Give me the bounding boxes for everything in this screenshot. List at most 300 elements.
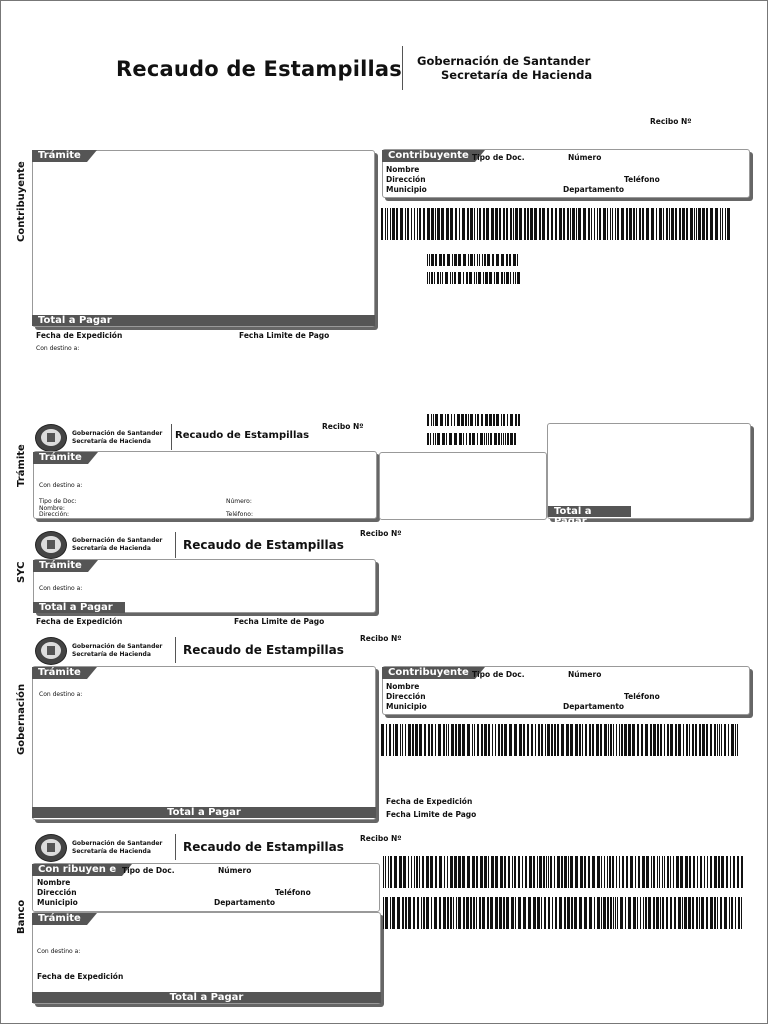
barcode-bar — [477, 208, 478, 240]
side-label-banco: Banco — [16, 899, 27, 934]
barcode-bar — [447, 414, 449, 426]
seal-icon — [35, 531, 67, 559]
barcode-bar — [447, 254, 450, 266]
barcode-bar — [463, 897, 465, 929]
tipo-doc: Tipo de Doc. — [472, 153, 525, 162]
total-bar — [32, 992, 381, 1003]
barcode-bar — [503, 433, 504, 445]
barcode-bar — [651, 208, 654, 240]
tramite-tab: Trámite — [32, 913, 87, 925]
barcode-bar — [496, 414, 499, 426]
barcode-bar — [539, 208, 541, 240]
barcode-bar — [676, 856, 679, 888]
side-label-tramite: Trámite — [16, 444, 27, 487]
barcode-bar — [419, 856, 420, 888]
barcode-bar — [447, 856, 448, 888]
barcode-bar — [424, 724, 426, 756]
barcode-bar — [645, 724, 648, 756]
barcode-bar — [435, 856, 437, 888]
barcode-bar — [657, 724, 659, 756]
barcode-bar — [596, 724, 599, 756]
barcode-bar — [454, 254, 457, 266]
barcode-bar — [458, 897, 461, 929]
barcode-bar — [503, 208, 505, 240]
barcode-bar — [670, 724, 673, 756]
barcode-bar — [714, 897, 716, 929]
barcode-bar — [653, 897, 655, 929]
header-divider — [171, 424, 172, 450]
barcode-bar — [405, 208, 406, 240]
barcode-bar — [479, 208, 481, 240]
barcode-bar — [533, 856, 535, 888]
barcode-bar — [430, 433, 431, 445]
total-bar — [548, 506, 631, 527]
barcode-bar — [414, 856, 415, 888]
fecha-expedicion: Fecha de Expedición — [36, 331, 123, 340]
barcode-bar — [635, 856, 636, 888]
barcode-bar — [601, 856, 602, 888]
barcode-bar — [455, 724, 457, 756]
barcode-bar — [591, 208, 592, 240]
barcode-bar — [509, 724, 512, 756]
barcode-bar — [574, 897, 577, 929]
barcode-bar — [385, 897, 388, 929]
barcode-bar — [660, 724, 662, 756]
tramite-box — [32, 912, 381, 1004]
barcode-bar — [570, 724, 573, 756]
barcode-bar — [405, 724, 406, 756]
barcode-bar — [397, 897, 400, 929]
numero: Número: — [226, 498, 252, 505]
barcode-bar — [610, 897, 612, 929]
barcode-bar — [727, 208, 730, 240]
barcode-bar — [429, 272, 430, 284]
barcode-bar — [646, 856, 649, 888]
barcode-bar — [728, 724, 729, 756]
barcode-bar — [718, 856, 720, 888]
barcode-bar — [626, 208, 628, 240]
barcode-bar — [563, 208, 565, 240]
barcode-bar — [462, 856, 465, 888]
barcode-bar — [467, 724, 470, 756]
barcode-main — [381, 724, 741, 756]
barcode-bar — [548, 897, 550, 929]
barcode-bar — [683, 724, 684, 756]
barcode-bar — [592, 724, 594, 756]
barcode-bar — [594, 897, 595, 929]
barcode-bar — [474, 724, 475, 756]
barcode-bar — [690, 208, 693, 240]
tramite-tab: Trámite — [32, 667, 87, 679]
barcode-bar — [628, 724, 631, 756]
barcode-bar — [385, 208, 386, 240]
barcode-bar — [506, 897, 509, 929]
barcode-bar — [699, 897, 700, 929]
barcode-bar — [454, 414, 455, 426]
barcode-bar — [702, 208, 705, 240]
total-label: Total a Pagar — [554, 506, 592, 527]
barcode-bar — [626, 856, 628, 888]
barcode-bar — [476, 897, 477, 929]
barcode-bar — [692, 897, 694, 929]
barcode-bar — [619, 724, 620, 756]
barcode-bar — [582, 724, 583, 756]
barcode-bar — [695, 724, 697, 756]
total-box — [547, 423, 751, 519]
barcode-bar — [476, 856, 478, 888]
section-title: Recaudo de Estampillas — [183, 840, 344, 854]
barcode-bar — [498, 724, 500, 756]
barcode-bar — [585, 724, 587, 756]
barcode-bar — [388, 856, 389, 888]
barcode-bar — [383, 897, 384, 929]
barcode-bar — [564, 897, 566, 929]
barcode-bar — [510, 414, 513, 426]
barcode-bar — [419, 208, 421, 240]
barcode-bar — [664, 724, 665, 756]
barcode-bar — [514, 433, 516, 445]
barcode-bar — [474, 208, 475, 240]
barcode-bar — [731, 724, 734, 756]
barcode-bar — [537, 897, 540, 929]
recibo-label: Recibo Nº — [650, 117, 692, 126]
barcode-bar — [616, 856, 617, 888]
gov-name: Gobernación de Santander — [417, 54, 591, 68]
barcode-bar — [697, 856, 698, 888]
direccion: Dirección — [37, 888, 77, 897]
barcode-bar — [435, 208, 436, 240]
seal-icon — [35, 637, 67, 665]
barcode-bar — [435, 414, 438, 426]
barcode-bar — [656, 208, 657, 240]
nombre: Nombre — [37, 878, 71, 887]
barcode-bar — [510, 433, 513, 445]
barcode-bar — [588, 208, 590, 240]
barcode-bar — [492, 724, 493, 756]
barcode-bar — [597, 897, 600, 929]
barcode-bar — [637, 724, 639, 756]
barcode-bar — [741, 856, 743, 888]
barcode-bar — [642, 208, 644, 240]
barcode-bar — [692, 724, 694, 756]
barcode-bar — [517, 254, 518, 266]
section-title: Recaudo de Estampillas — [183, 643, 344, 657]
barcode-bar — [663, 208, 664, 240]
barcode-bar — [414, 208, 415, 240]
barcode-bar — [515, 208, 518, 240]
barcode-bar — [615, 897, 616, 929]
barcode-bar — [472, 856, 475, 888]
barcode-bar — [467, 856, 470, 888]
page-title: Recaudo de Estampillas — [116, 57, 402, 81]
contribuyente-tab: Contribuyente — [382, 150, 475, 162]
barcode-bar — [710, 856, 712, 888]
barcode-bar — [600, 724, 602, 756]
barcode-bar — [664, 856, 665, 888]
barcode-bar — [506, 272, 509, 284]
barcode-bar — [547, 208, 549, 240]
barcode-bar — [392, 208, 395, 240]
barcode-bar — [433, 433, 434, 445]
barcode-bar — [408, 724, 411, 756]
barcode-bar — [381, 724, 384, 756]
tramite-tab: Trámite — [33, 560, 88, 572]
barcode-bar — [442, 272, 443, 284]
barcode-bar — [501, 272, 503, 284]
barcode-bar — [439, 856, 442, 888]
barcode-bar — [390, 856, 392, 888]
fecha-limite: Fecha Limite de Pago — [234, 617, 325, 626]
barcode-bar — [461, 414, 464, 426]
gov-dept: Secretaría de Hacienda — [72, 651, 151, 658]
con-destino: Con destino a: — [36, 345, 80, 352]
barcode-bar — [501, 433, 502, 445]
barcode-bar — [645, 897, 647, 929]
barcode-bar — [714, 724, 716, 756]
barcode-bar — [724, 724, 726, 756]
barcode-bar — [624, 724, 627, 756]
barcode-bar — [613, 724, 614, 756]
numero: Número — [218, 866, 252, 875]
barcode-bar — [462, 724, 465, 756]
barcode-bar — [446, 433, 447, 445]
barcode-bar — [529, 856, 532, 888]
barcode-bar — [735, 897, 736, 929]
telefono: Teléfono — [275, 888, 311, 897]
barcode-bar — [466, 272, 468, 284]
barcode-bar — [617, 208, 619, 240]
tramite-tab: Trámite — [33, 452, 88, 464]
barcode-bar — [702, 724, 705, 756]
barcode-bar — [450, 208, 453, 240]
section-title: Recaudo de Estampillas — [175, 430, 310, 441]
barcode-bar — [533, 897, 536, 929]
barcode-bar — [470, 254, 473, 266]
barcode-bar — [501, 724, 503, 756]
barcode-bar — [445, 272, 448, 284]
barcode-bar — [392, 897, 395, 929]
barcode-bar — [408, 856, 409, 888]
municipio: Municipio — [37, 898, 78, 907]
barcode-bar — [501, 414, 502, 426]
barcode-bar — [666, 208, 668, 240]
barcode-bar — [514, 856, 516, 888]
total-label: Total a Pagar — [38, 315, 112, 326]
barcode-bar — [419, 724, 422, 756]
barcode-bar — [735, 724, 736, 756]
barcode-bar — [601, 897, 602, 929]
barcode-bar — [610, 724, 612, 756]
barcode-bar — [619, 856, 620, 888]
barcode-bar — [670, 856, 671, 888]
barcode-bar — [417, 208, 418, 240]
barcode-bar — [633, 897, 636, 929]
barcode-bar — [472, 724, 473, 756]
municipio: Municipio — [386, 185, 427, 194]
barcode-bar — [659, 208, 662, 240]
barcode-bar — [522, 856, 523, 888]
barcode-bar — [700, 856, 702, 888]
barcode-bar — [518, 856, 520, 888]
barcode-bar — [437, 433, 440, 445]
barcode-bar — [480, 433, 483, 445]
fecha-expedicion: Fecha de Expedición — [36, 617, 123, 626]
fecha-limite: Fecha Limite de Pago — [239, 331, 330, 340]
departamento: Departamento — [214, 898, 276, 907]
barcode-bar — [561, 724, 564, 756]
barcode-bar — [429, 254, 430, 266]
barcode-bar — [465, 414, 467, 426]
barcode-bar — [402, 724, 403, 756]
barcode-bar — [506, 254, 508, 266]
barcode-bar — [439, 254, 442, 266]
barcode-bar — [415, 724, 418, 756]
direccion: Dirección — [386, 692, 426, 701]
barcode-bar — [427, 208, 430, 240]
barcode-bar — [440, 272, 441, 284]
barcode-bar — [714, 856, 717, 888]
barcode-bar — [572, 208, 575, 240]
barcode-bar — [527, 208, 529, 240]
barcode-bar — [555, 208, 557, 240]
barcode-bar — [542, 208, 545, 240]
barcode-bar — [706, 208, 708, 240]
barcode-bar — [503, 897, 505, 929]
barcode-bar — [550, 856, 552, 888]
barcode-bar — [612, 856, 614, 888]
barcode-bar — [485, 414, 488, 426]
barcode-bar — [456, 897, 457, 929]
barcode-bar — [442, 433, 445, 445]
direccion: Dirección — [386, 175, 426, 184]
total-label: Total a Pagar — [167, 807, 241, 818]
barcode-bar — [523, 897, 526, 929]
barcode-bar — [505, 433, 506, 445]
barcode-bar — [446, 724, 447, 756]
side-label-syc: SYC — [16, 561, 27, 583]
barcode-bar — [557, 856, 560, 888]
barcode-bar — [476, 272, 477, 284]
barcode-small-2 — [427, 433, 520, 445]
barcode-bar — [721, 724, 722, 756]
barcode-bar — [513, 208, 514, 240]
barcode-bar — [408, 897, 411, 929]
barcode-bar — [603, 897, 606, 929]
barcode-bar — [625, 897, 626, 929]
barcode-bar — [554, 724, 556, 756]
middle-box — [379, 452, 547, 520]
barcode-bar — [484, 254, 486, 266]
barcode-bar — [688, 897, 691, 929]
barcode-bar — [437, 272, 439, 284]
con-destino: Con destino a: — [39, 691, 83, 698]
barcode-bar — [394, 856, 397, 888]
barcode-bar — [636, 208, 637, 240]
municipio: Municipio — [386, 702, 427, 711]
barcode-bar — [510, 272, 511, 284]
gov-name: Gobernación de Santander — [72, 643, 163, 650]
barcode-bar — [431, 272, 433, 284]
barcode-bar — [589, 724, 591, 756]
barcode-bar — [561, 856, 563, 888]
barcode-bar — [675, 208, 677, 240]
side-label-gobernacion: Gobernación — [16, 683, 27, 755]
barcode-bar — [381, 208, 383, 240]
barcode-bar — [531, 724, 533, 756]
nombre: Nombre — [386, 682, 420, 691]
barcode-bar — [509, 254, 511, 266]
telefono: Teléfono: — [226, 511, 253, 518]
barcode-bar — [615, 208, 616, 240]
barcode-bar — [653, 724, 656, 756]
barcode-bar — [720, 897, 722, 929]
barcode-bar — [622, 856, 624, 888]
barcode-bar — [444, 856, 445, 888]
barcode-bar — [731, 897, 733, 929]
barcode-bar — [407, 208, 409, 240]
barcode-bar — [416, 856, 418, 888]
barcode-bar — [443, 254, 445, 266]
recibo-label: Recibo Nº — [360, 634, 402, 643]
barcode-bar — [689, 724, 690, 756]
barcode-bar — [638, 856, 640, 888]
barcode-bar — [584, 897, 587, 929]
barcode-bar — [706, 897, 708, 929]
barcode-bar — [487, 254, 490, 266]
barcode-bar — [450, 272, 451, 284]
barcode-bar — [527, 724, 529, 756]
barcode-bar — [694, 208, 695, 240]
barcode-bar — [555, 897, 557, 929]
gov-name: Gobernación de Santander — [72, 840, 163, 847]
barcode-bar — [428, 724, 430, 756]
barcode-bar — [548, 856, 549, 888]
barcode-bar — [579, 897, 582, 929]
nombre: Nombre — [386, 165, 420, 174]
con-destino: Con destino a: — [39, 482, 83, 489]
total-bar — [32, 807, 376, 818]
barcode-bar — [670, 897, 672, 929]
barcode-bar — [443, 897, 446, 929]
barcode-bar — [448, 724, 449, 756]
barcode-bar — [470, 414, 473, 426]
barcode-bar — [543, 856, 545, 888]
barcode-bar — [551, 208, 553, 240]
side-label-contribuyente: Contribuyente — [16, 161, 27, 242]
barcode-bar — [457, 414, 460, 426]
barcode-bar — [696, 897, 698, 929]
barcode-bar — [504, 272, 505, 284]
barcode-small-1 — [427, 254, 520, 266]
barcode-bar — [438, 724, 441, 756]
barcode-bar — [449, 433, 452, 445]
barcode-bar — [584, 856, 586, 888]
barcode-bar — [452, 272, 453, 284]
barcode-bar — [679, 208, 681, 240]
barcode-bar — [639, 208, 641, 240]
barcode-bar — [484, 724, 487, 756]
barcode-bar — [491, 208, 494, 240]
barcode-bar — [431, 897, 432, 929]
nombre: Nombre: — [39, 505, 65, 512]
barcode-bar — [463, 433, 464, 445]
barcode-bar — [481, 414, 483, 426]
barcode-bar — [538, 724, 540, 756]
barcode-bar — [667, 856, 669, 888]
barcode-small-1 — [427, 414, 520, 426]
barcode-bar — [496, 254, 499, 266]
barcode-bar — [557, 724, 559, 756]
